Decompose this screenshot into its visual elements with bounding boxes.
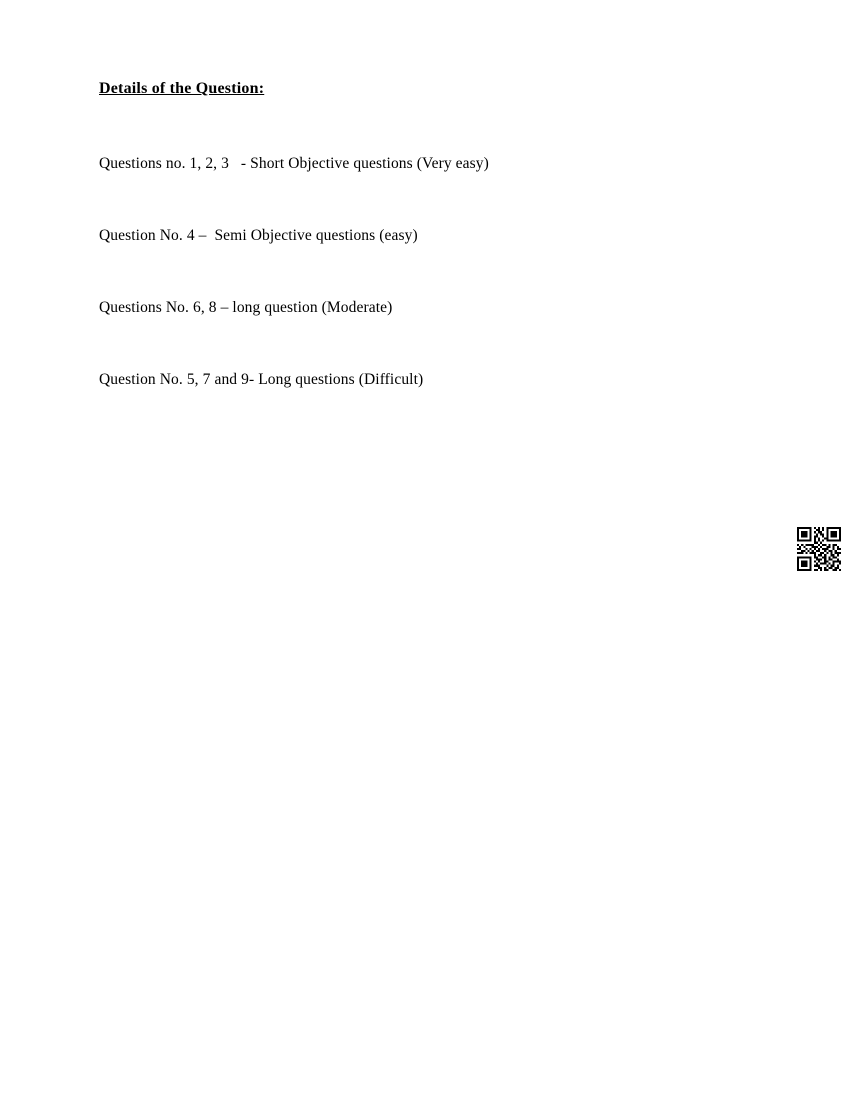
question-detail-line-1: Questions no. 1, 2, 3 - Short Objective questions (Very easy)	[99, 155, 489, 172]
question-detail-line-2: Question No. 4 – Semi Objective questions (easy)	[99, 227, 418, 244]
qr-code	[797, 527, 841, 571]
question-detail-line-3: Questions No. 6, 8 – long question (Moderate)	[99, 299, 393, 316]
section-heading: Details of the Question:	[99, 80, 265, 97]
question-detail-line-4: Question No. 5, 7 and 9- Long questions (Difficult)	[99, 371, 424, 388]
